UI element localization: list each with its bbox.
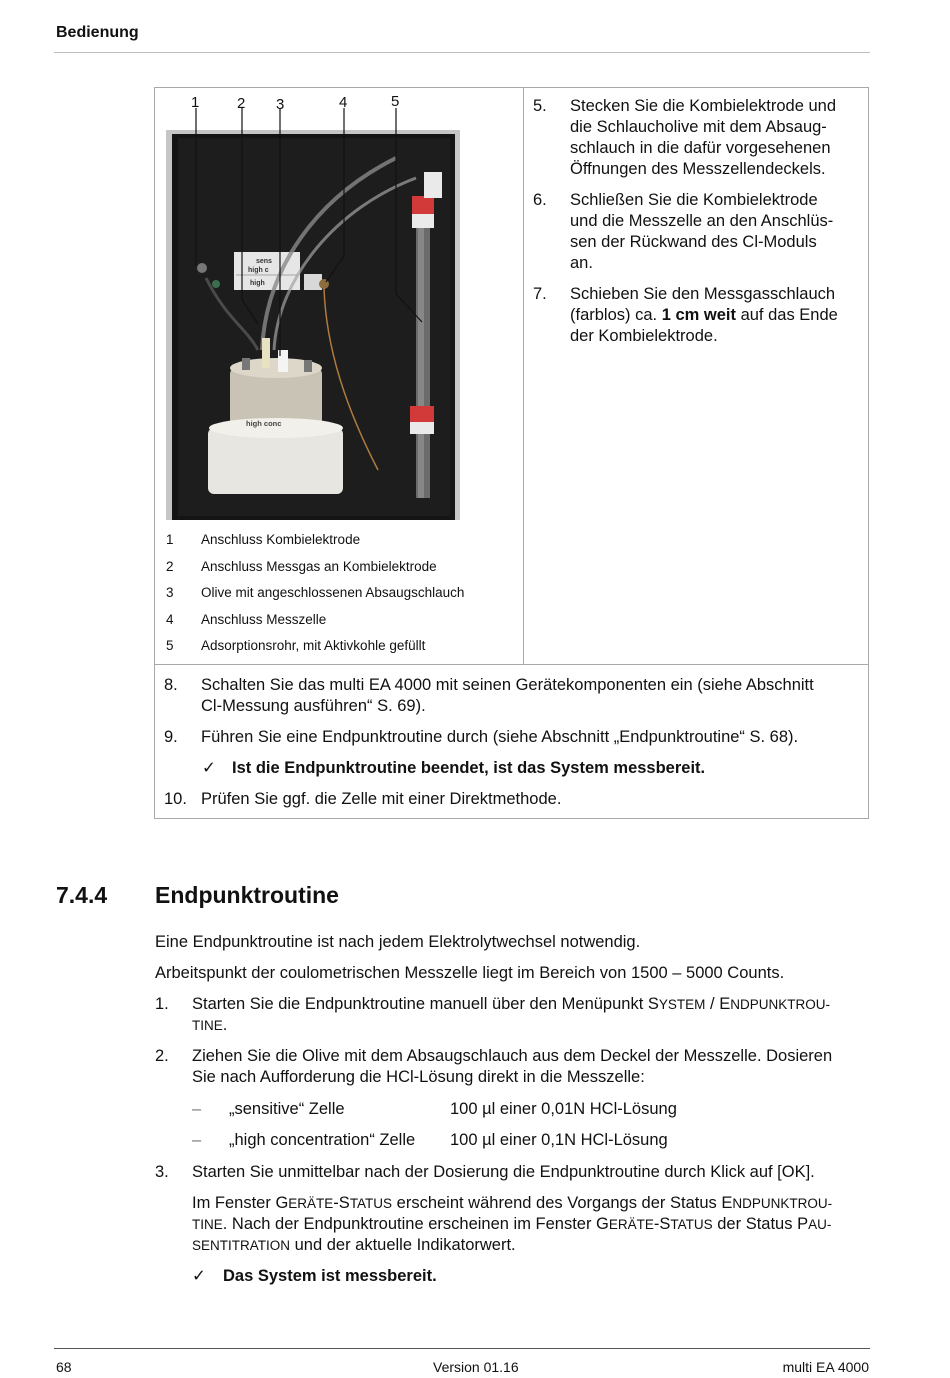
step-number: 7. [533,285,547,303]
menu-path-text: TINE [192,1018,223,1033]
step-text-line: und die Messzelle an den Anschlüs- [570,212,834,230]
window-name: G [596,1215,609,1233]
product-name: multi EA 4000 [782,1359,869,1375]
step-text: Führen Sie eine Endpunktroutine durch (siehe Abschnitt „Endpunktroutine“ S. 68). [201,728,799,746]
step-text: Im Fenster [192,1194,276,1212]
step-text-line: Schließen Sie die Kombielektrode [570,191,818,209]
window-name: - [653,1215,660,1233]
table-column-divider [523,87,524,665]
window-name: TATUS [670,1217,713,1232]
status-name: TINE [192,1217,223,1232]
step-text: der Status [712,1215,798,1233]
dash-bullet: – [192,1131,202,1149]
running-header: Bedienung [56,24,139,41]
document-version: Version 01.16 [433,1359,519,1375]
legend-number: 5 [166,638,174,653]
cell-type: „sensitive“ Zelle [229,1100,345,1118]
step-number: 3. [155,1163,169,1181]
step-text-line [192,1214,832,1235]
dosing-amount: 100 µl einer 0,1N HCl-Lösung [450,1131,668,1149]
legend-text: Olive mit angeschlossenen Absaugschlauch [201,585,465,600]
menu-path-separator: / [705,995,720,1013]
step-text: erscheint während des Vorgangs der Status [392,1194,722,1212]
footer-rule [54,1348,870,1349]
step-text-line: die Schlaucholive mit dem Absaug- [570,118,827,136]
step-text-line: Schalten Sie das multi EA 4000 mit seinen Gerätekomponenten ein (siehe Abschnitt [201,676,814,694]
step-text-line: Cl-Messung ausführen“ S. 69). [201,697,426,715]
step-text-line: Sie nach Aufforderung die HCl-Lösung direkt in die Messzelle: [192,1068,645,1086]
section-number: 7.4.4 [56,882,108,908]
cell-type: „high concentration“ Zelle [229,1131,416,1149]
step-text-line: schlauch in die dafür vorgesehenen [570,139,831,157]
callout-3: 3 [276,96,285,113]
status-name: E [721,1194,733,1212]
step-text: auf das Ende [736,306,838,324]
step-text-line [192,1235,832,1256]
checkmark-icon: ✓ [192,1267,206,1285]
legend-number: 2 [166,558,174,574]
step-text: Starten Sie die Endpunktroutine manuell über den Menüpunkt [192,995,648,1013]
window-name: S [338,1194,350,1212]
instrument-photo [166,88,460,520]
menu-path-text: YSTEM [658,997,706,1012]
menu-path-text: NDPUNKTROU- [730,997,830,1012]
photo-label-high-c: high c [248,267,269,274]
window-name: ERÄTE [288,1196,334,1211]
dosing-amount: 100 µl einer 0,01N HCl-Lösung [450,1100,677,1118]
step-text: . Nach der Endpunktroutine erscheinen im Fenster [222,1215,597,1233]
legend-text: Anschluss Kombielektrode [201,532,361,547]
step-number: 8. [164,676,178,694]
checkmark-icon: ✓ [202,759,216,777]
callout-5: 5 [391,93,400,110]
step-text: Starten Sie unmittelbar nach der Dosierung die Endpunktroutine durch Klick auf [OK]. [192,1163,815,1181]
step-text-line [192,994,830,1015]
dash-bullet: – [192,1100,202,1118]
status-name: P [797,1215,809,1233]
page-number: 68 [56,1359,72,1375]
callout-2: 2 [237,95,246,112]
step-text-line: der Kombielektrode. [570,327,718,345]
photo-label-sens: sens [256,258,272,265]
step-text-line [570,305,870,326]
step-number: 5. [533,97,547,115]
window-name: - [333,1194,339,1212]
step-emphasis: 1 cm weit [661,306,736,324]
step-text-line: sen der Rückwand des Cl-Moduls [570,233,817,251]
window-name: TATUS [349,1196,393,1211]
window-name: ERÄTE [608,1217,654,1232]
step-text-line: Öffnungen des Messzellendeckels. [570,160,826,178]
menu-path-text: E [719,995,731,1013]
menu-path-text: S [647,995,659,1013]
status-name: SENTITRATION [192,1238,291,1253]
step-text-line [192,1015,830,1036]
step-text: . [222,1016,228,1034]
step-number: 2. [155,1047,169,1065]
window-name: S [659,1215,671,1233]
step-text: (farblos) ca. [570,306,662,324]
step-text: Prüfen Sie ggf. die Zelle mit einer Direktmethode. [201,790,562,808]
paragraph: Arbeitspunkt der coulometrischen Messzelle liegt im Bereich von 1500 – 5000 Counts. [155,964,785,982]
paragraph: Eine Endpunktroutine ist nach jedem Elektrolytwechsel notwendig. [155,933,641,951]
section-title: Endpunktroutine [155,882,339,908]
result-text: Ist die Endpunktroutine beendet, ist das System messbereit. [232,759,706,777]
step-text-line: Stecken Sie die Kombielektrode und [570,97,836,115]
step-3-detail [192,1193,832,1256]
step-text-line: an. [570,254,593,272]
step-number: 6. [533,191,547,209]
result-text: Das System ist messbereit. [223,1267,437,1285]
step-text-line: Ziehen Sie die Olive mit dem Absaugschlauch aus dem Deckel der Messzelle. Dosieren [192,1047,833,1065]
table-row-divider [154,664,869,665]
header-rule [54,52,870,53]
step-number: 10. [164,790,187,808]
photo-label-high: high [250,280,265,287]
status-name: AU- [808,1217,832,1232]
window-name: G [275,1194,289,1212]
step-text: und der aktuelle Indikatorwert. [290,1236,516,1254]
step-text-line: Schieben Sie den Messgasschlauch [570,285,836,303]
step-text-line [192,1193,832,1214]
photo-label-high-conc: high conc [246,419,282,428]
callout-4: 4 [339,94,348,111]
legend-text: Anschluss Messgas an Kombielektrode [201,558,437,574]
legend-text: Adsorptionsrohr, mit Aktivkohle gefüllt [201,638,426,653]
step-number: 9. [164,728,178,746]
legend-number: 3 [166,585,174,600]
step-number: 1. [155,995,169,1013]
callout-1: 1 [191,94,200,111]
legend-number: 4 [166,611,174,627]
legend-text: Anschluss Messzelle [201,611,327,627]
status-name: NDPUNKTROU- [732,1196,833,1211]
legend-number: 1 [166,532,174,547]
